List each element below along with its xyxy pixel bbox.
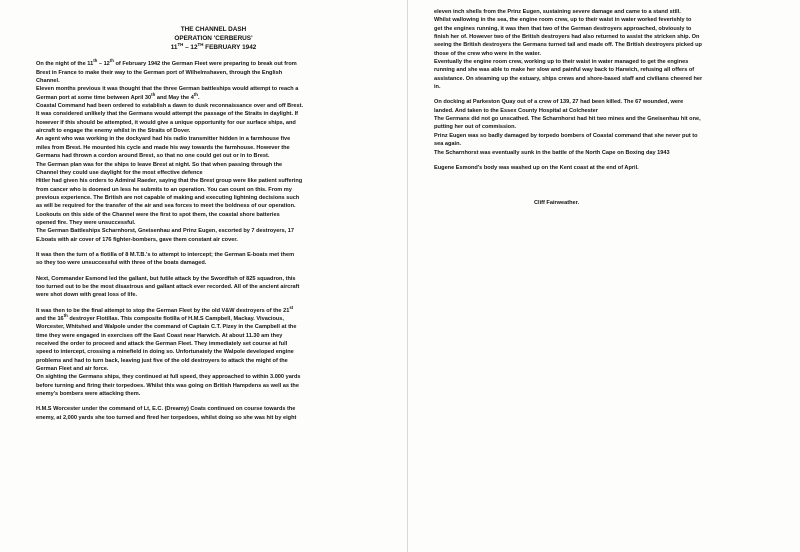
text-line: running and she was able to make her slow and painful way back to Harwich, refusing all offers of [434,67,695,74]
text-line: Prinz Eugen was so badly damaged by torpedo bombers of Coastal command that she never put to [434,132,698,139]
text-line: E.boats with air cover of 176 fighter-bombers, gave them constant air cover. [36,236,238,243]
text-line: The Scharnhorst was eventually sunk in the battle of the North Cape on Boxing day 1943 [434,149,670,156]
text-line: Eugene Esmond's body was washed up on the Kent coast at the end of April. [434,164,639,171]
text-line: The German Battleships Scharnhorst, Gneisenhau and Prinz Eugen, escorted by 7 destroyers, 17 [36,228,295,235]
right-page [408,0,800,552]
text-line: too turned out to be the most disastrous and gallant attack ever recorded. All of the ancient aircraft [36,283,300,290]
text-line: The Germans did not go unscathed. The Scharnhorst had hit two mines and the Gneisenhau hit one, [434,116,701,123]
text-line: in. [434,84,441,91]
text-line: Germans had thrown a cordon around Brest, so that no one could get out or in to Brest. [36,153,270,160]
text-line: German port at some time between April 30th and May the 4th. [36,91,200,101]
text-line: Eleven months previous it was thought that the three German battleships would attempt to reach a [36,86,299,93]
text-line: putting her out of commission. [434,124,517,131]
text-line: Whilst wallowing in the sea, the engine room crew, up to their waist in water worked feverishly to [434,17,692,24]
text-line: German Fleet and air force. [36,366,109,373]
text-line: H.M.S Worcester under the command of Lt, E.C. (Dreamy) Coats continued on course towards the [36,406,296,413]
text-line: so they too were unsuccessful with three of the boats damaged. [36,260,207,267]
text-line: Lookouts on this side of the Channel were the first to spot them, the coastal shore batteries [36,211,280,218]
text-line: Brest in France to make their way to the German port of Wilhelmshaven, through the English [36,69,283,76]
text-line: and the 16th destroyer Flotillas. This composite flotilla of H.M.S Campbell, Mackay. Vivacious, [36,313,284,323]
text-line: opened fire. They were unsuccessful. [36,219,136,226]
text-line: from cancer who is doomed un less he submits to an operation. You can count on this. From my [36,186,292,193]
text-line: those of the crew who were in the water. [434,50,541,57]
right_column-paragraph [434,98,786,156]
document-title [36,26,391,52]
left-column-body [36,60,391,422]
text-line: On the night of the 11th – 12th of February 1942 the German Fleet were preparing to break out from [36,58,297,68]
text-line: as will be required for the transfer of the air and sea forces to meet the boldness of our operation. [36,203,296,210]
text-line: finish her of. However two of the British destroyers had also returned to assist the stricken ship. On [434,34,700,41]
right_column-paragraph [434,164,786,172]
text-line: sea again. [434,141,462,148]
text-line: problems and had to turn back, leaving just five of the old destroyers to attack the might of the [36,357,288,364]
text-line: Hitler had given his orders to Admiral Raeder, saying that the Brest group were like patient suffering [36,178,303,185]
text-line: Channel they could use daylight for the most effective defence [36,169,203,176]
text-line: however if this should be attempted, it would give a unique opportunity for our surface ships, and [36,119,296,126]
text-line: It was considered unlikely that the Germans would attempt the passage of the Straits in daylight. If [36,111,299,118]
text-line: It was then to be the final attempt to stop the German Fleet by the old V&W destroyers of the 21st [36,304,294,314]
text-line: An agent who was working in the dockyard had his radio transmitter hidden in a farmhouse five [36,136,291,143]
left_column-paragraph [36,251,391,268]
left_column-paragraph [36,405,391,422]
text-line: received the order to proceed and attack the German Fleet. They immediately set course at full [36,341,288,348]
text-line: The German plan was for the ships to leave Brest at night. So that when passing through the [36,161,283,168]
right-column-body [434,8,786,172]
title-line-1: THE CHANNEL DASH [180,26,247,33]
text-line: aircraft to engage the enemy whilst in the Straits of Dover. [36,128,191,135]
right_column-paragraph [434,8,786,91]
text-line: eleven inch shells from the Prinz Eugen, sustaining severe damage and came to a stand still. [434,9,681,15]
text-line: previous experience. The British are not capable of making and executing lightning decisions such [36,194,300,201]
text-line: speed to intercept, crossing a minefield in doing so. Unfortunately the Walpole developed engine [36,349,294,356]
text-line: On docking at Parkeston Quay out of a crew of 139, 27 had been killed. The 67 wounded, were [434,99,684,106]
text-line: Worcester, Whitshed and Walpole under the command of Captain C.T. Pizey in the Campbell at the [36,324,297,331]
text-line: miles from Brest. He mounted his cycle and made his way towards the farmhouse. However the [36,144,290,151]
left_column-paragraph [36,60,391,244]
text-line: were shot down with great loss of life. [36,292,138,299]
text-line: It was then the turn of a flotilla of 8 M.T.B.'s to attempt to intercept; the German E-boats met them [36,251,295,258]
text-line: Channel. [36,78,60,85]
text-line: enemy, at 2,000 yards she too turned and fired her torpedoes, whilst doing so she was hit by eight [36,414,297,421]
text-line: Eventually the engine room crew, working up to their waist in water managed to get the engines [434,59,689,66]
text-line: assistance. On steaming up the estuary, ships crews and shore-based staff and civilians cheered her [434,75,703,82]
left_column-paragraph [36,275,391,300]
text-line: Coastal Command had been ordered to establish a dawn to dusk reconnaissance over and off Brest. [36,103,304,110]
text-line: seeing the British destroyers the Germans turned tail and made off. The British destroyers picked up [434,42,702,49]
title-line-3: 11TH – 12TH FEBRUARY 1942 [170,41,257,51]
text-line: On sighting the Germans ships, they continued at full speed, they approached to within 3.000 yards [36,374,301,381]
text-line: time they were engaged in exercises off the East Coast near Harwich. At about 11.30 am they [36,332,283,339]
text-line: get the engines running, it was then that two of the German destroyers approached, obviously to [434,25,692,32]
text-line: landed. And taken to the Essex County Hospital at Colchester [434,107,598,114]
left_column-paragraph [36,304,391,399]
text-line: Next, Commander Esmond led the gallant, but futile attack by the Swordfish of 825 squadron, this [36,275,296,282]
title-line-2: OPERATION 'CERBERUS' [174,34,253,42]
text-line: before turning and firing their torpedoes. Whilst this was going on British Hampdens as well as the [36,382,299,389]
author-signature: Cliff Fairweather. [534,200,580,207]
text-line: enemy's bombers were attacking them. [36,391,141,398]
